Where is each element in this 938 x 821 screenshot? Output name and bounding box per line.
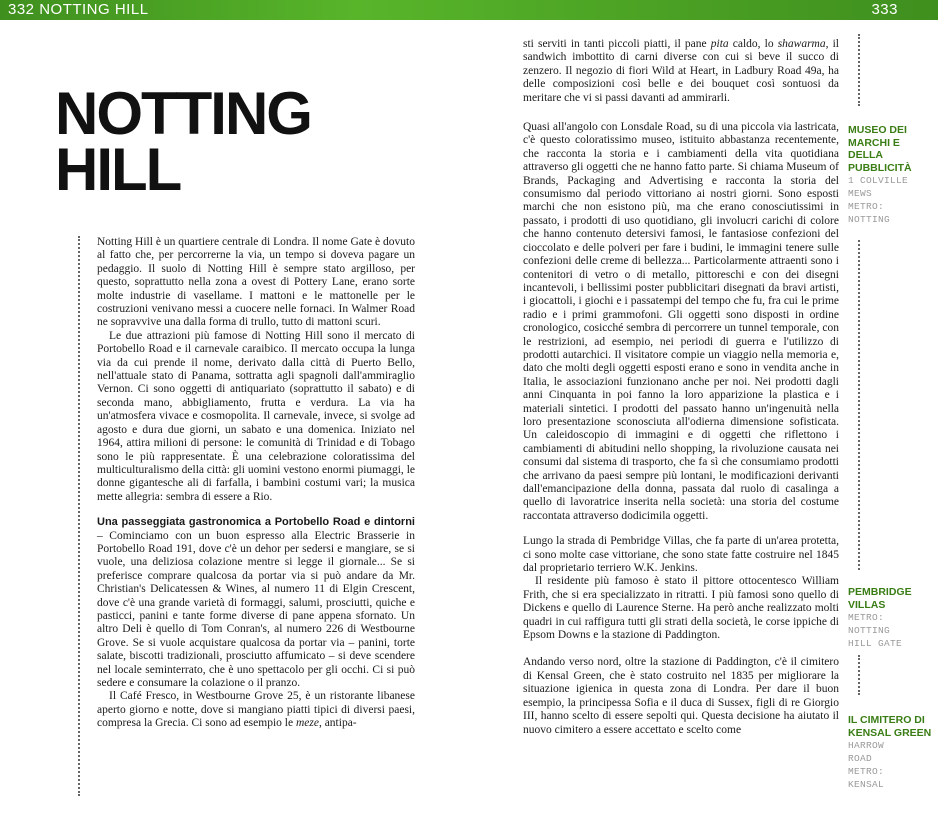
sidebar-title: IL CIMITERO DI KENSAL GREEN [848,714,932,739]
sidebar-metro: METRO: NOTTING HILL GATE [848,612,903,649]
paragraph-text: caldo, lo [728,38,778,50]
sidebar-metro: METRO: NOTTING [848,201,891,225]
sidebar-title: PEMBRIDGE VILLAS [848,586,912,611]
paragraph [97,516,415,690]
right-column-rule-3 [858,655,860,695]
paragraph: Lungo la strada di Pembridge Villas, che fa parte di un'area protetta, ci sono molte case vittoriane, che sono state fatte costruire nel 1845 dal proprietario terriero W.K. Jenkins. [523,535,839,575]
right-column [523,38,839,737]
italic-term: shawarma [777,38,826,50]
header-bar [0,0,938,20]
left-column-rule [78,236,80,796]
paragraph: Il residente più famoso è stato il pittore ottocentesco William Frith, che si era specializzato in ritratti. I più famosi sono quello di Dickens e quello di Laurence Sterne. Ha però anche realizzato molti quadri in cui raffigura tutti gli strati della società, le corse ippiche di Epsom Downs e la stazione di Paddington. [523,575,839,642]
paragraph-text: sti serviti in tanti piccoli piatti, il pane [523,38,711,50]
title-line-1: NOTTING [55,80,311,147]
italic-term: meze [295,717,319,730]
left-column [97,236,415,731]
paragraph-text: – Cominciamo con un buon espresso alla Electric Brasserie in Portobello Road 191, dove c'è un dehor per sedersi e mangiare, se si vuole, una deliziosa colazione mentre si legge il giornale... Se si preferisce comprare qualcosa da portar via si può andare da Mr. Christian's Delicatessen & Wines, al numero 11 di Elgin Crescent, dove c'è una grande varietà di formaggi, salumi, prosciutti, quiche e pasticci, panini e tante forme diverse di pane appena sfornato. Un altro Deli è quello di Tom Conran's, al numero 226 di Westbourne Grove. Se si vuole acquistare qualcosa da portar via – panini, torte salate, biscotti tradizionali, prosciutto affumicato – si deve scendere nel locale seminterrato, che è uno spettacolo per gli occhi. Ci si può sedere e consumare la colazione o il pranzo. [97,529,415,689]
paragraph-text: , il sandwich imbottito di carni diverse con cui si beve il succo di zenzero. Il negozio di fiori Wild at Heart, in Ladbury Road 49a, ha delle composizioni così belle e dei bouquet così sontuosi da meritare che vi si passi davanti ad ammirarli. [523,38,839,104]
sidebar-cimitero [848,714,936,791]
right-column-rule-1 [858,34,860,106]
paragraph [523,38,839,105]
paragraph-text: , antipa- [318,717,357,730]
paragraph-text: Il Café Fresco, in Westbourne Grove 25, è un ristorante libanese aperto giorno e notte, dove si mangiano piatti tipici di diversi paesi, compresa la Grecia. Ci sono ad esempio le [97,690,415,730]
paragraph: Quasi all'angolo con Lonsdale Road, su di una piccola via lastricata, c'è questo coloratissimo museo, istituito abbastanza recentemente, che racconta la storia e i cambiamenti della vita quotidiana attraverso gli oggetti che ne hanno fatto parte. Si chiama Museum of Brands, Packaging and Advertising e racconta la storia del consumismo dal periodo vittoriano ai nostri giorni. Sono esposti marchi che non esistono più, ma che erano conosciutissimi in passato, i prodotti di uso quotidiano, gli involucri carichi di colore che hanno contenuto detersivi famosi, le fantasiose confezioni del cioccolato e delle polveri per fare i budini, le immagini tenere sulle confezioni delle creme di bellezza... Particolarmente attraenti sono i contenitori di vetro o di metallo, pittoreschi e con dei disegni incantevoli, i bellissimi poster pubblicitari disegnati da bravi artisti, i giocattoli, i giochi e i passatempi del tempo che fu, fra cui le prime radio e i primi grammofoni. Gli oggetti sono disposti in ordine cronologico, cosicché sembra di percorrere un tunnel temporale, con le restrizioni, ad esempio, nei periodi di guerra e l'utilizzo di prodotti autarchici. Il visitatore compie un viaggio nella memoria e, dato che molti degli oggetti esposti erano e sono in vendita anche in Italia, le associazioni funzionano anche per noi. Nei prodotti dagli anni Cinquanta in poi fanno la loro apparizione la plastica e i materiali sintetici. I prodotti del passato hanno un'ingenuità nella loro presentazione sconosciuta all'odierna dimensione sofisticata. Un caleidoscopio di immagini e di oggetti che riflettono i cambiamenti di abitudini nello shopping, la rivoluzione causata nei consumi dal sistema di trasporto, che fa sì che consumiamo prodotti che arrivano da paesi sempre più lontani, le modificazioni derivanti dall'emancipazione della donna, passata dal ruolo di casalinga a quello di lavoratrice inserita nella società: una storia del costume raccontata attraverso dodicimila oggetti. [523,121,839,522]
paragraph: Le due attrazioni più famose di Notting Hill sono il mercato di Portobello Road e il carnevale caraibico. Il mercato occupa la lunga via da cui prende il nome, derivato dalla città di Puerto Bello, nell'attuale stato di Panama, sottratta agli spagnoli dall'ammiraglio Vernon. Ci sono oggetti di antiquariato (soprattutto il sabato) e di seconda mano, abbigliamento, frutta e verdura. La via ha un'atmosfera vivace e cosmopolita. Il carnevale, invece, si svolge ad agosto e dura due giorni, un sabato e una domenica. Iniziato nel 1964, attira milioni di persone: le comunità di Trinidad e di Tobago sono le più rappresentate. È una celebrazione coloratissima del multiculturalismo della città: gli uomini vestono enormi piumaggi, le donne gigantesche ali di farfalla, i bambini costumi vari; la musica mette allegria: sembra di essere a Rio. [97,329,415,503]
sidebar-museo [848,124,936,226]
page-header-left: 332 NOTTING HILL [8,1,149,18]
sidebar-address: 1 COLVILLE MEWS [848,175,909,199]
sidebar-address: HARROW ROAD [848,740,885,764]
sidebar-pembridge [848,586,936,650]
sidebar-title: MUSEO DEI MARCHI E DELLA PUBBLICITÀ [848,124,912,174]
title-line-2: HILL [55,136,181,203]
paragraph [97,690,415,730]
page-title [55,80,311,203]
section-heading: Una passeggiata gastronomica a Portobello Road e dintorni [97,516,415,529]
paragraph: Andando verso nord, oltre la stazione di Paddington, c'è il cimitero di Kensal Green, che è stato costruito nel 1835 per migliorare la situazione igienica in questa zona di Londra. Per dare il buon esempio, la principessa Sofia e il duca di Sussex, figli di re Giorgio III, hanno scelto di essere sepolti qui. Questa decisione ha aiutato il nuovo cimitero a essere accettato e scelto come [523,656,839,736]
italic-term: pita [710,38,729,50]
paragraph: Notting Hill è un quartiere centrale di Londra. Il nome Gate è dovuto al fatto che, per percorrerne la via, un tempo si doveva pagare un pedaggio. Il suolo di Notting Hill è sempre stato argilloso, per questo, soprattutto nella zona a ovest di Pottery Lane, erano sorte molte industrie di vasellame. I mattoni e le mattonelle per le costruzioni venivano messi a cuocere nelle fornaci. In Walmer Road ne sopravvive una dalla forma di trullo, tutto di mattoni scuri. [97,236,415,329]
page-number-right: 333 [871,1,898,18]
sidebar-metro: METRO: KENSAL [848,766,885,790]
right-column-rule-2 [858,240,860,570]
